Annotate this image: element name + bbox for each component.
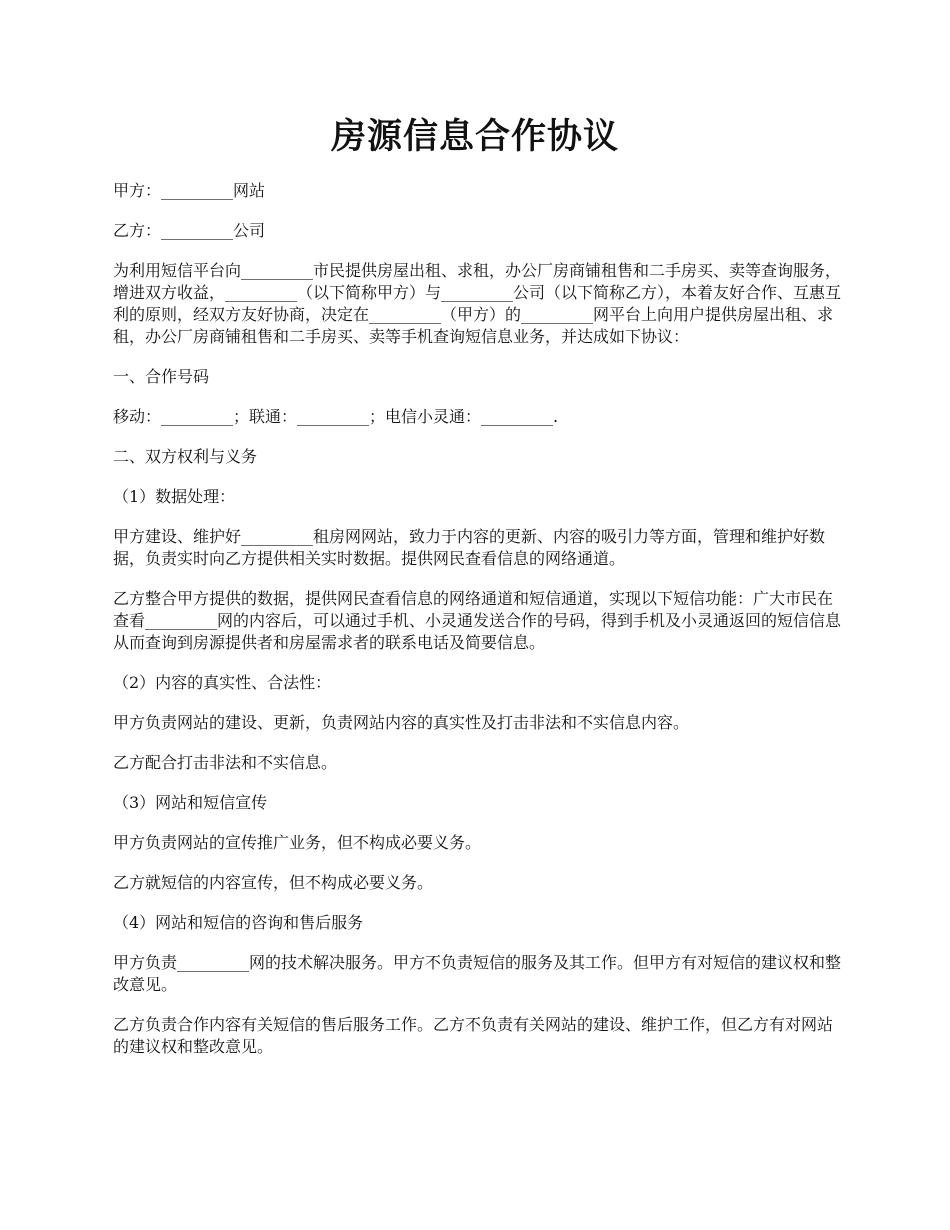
subheading-authenticity: （2）内容的真实性、合法性： — [113, 673, 332, 692]
document-body — [113, 180, 843, 1076]
subheading-consulting-service: （4）网站和短信的咨询和售后服务 — [113, 913, 364, 932]
party-b-line: 乙方：_________公司 — [113, 221, 266, 240]
paragraph-party-a-promotion: 甲方负责网站的宣传推广业务，但不构成必要义务。 — [113, 833, 482, 852]
cooperation-numbers-line: 移动：_________；联通：_________；电信小灵通：_________. — [113, 407, 559, 426]
subheading-promotion: （3）网站和短信宣传 — [113, 793, 268, 812]
paragraph-party-a-data: 甲方建设、维护好_________租房网网站，致力于内容的更新、内容的吸引力等方面，管理和维护好数据，负责实时向乙方提供相关实时数据。提供网民查看信息的网络通道。 — [113, 527, 826, 568]
paragraph-party-b-promotion: 乙方就短信的内容宣传，但不构成必要义务。 — [113, 873, 434, 892]
paragraph-party-b-authenticity: 乙方配合打击非法和不实信息。 — [113, 753, 338, 772]
paragraph-party-a-service: 甲方负责_________网的技术解决服务。甲方不负责短信的服务及其工作。但甲方有对短信的建议权和整改意见。 — [113, 953, 842, 994]
section-heading-cooperation-numbers: 一、合作号码 — [113, 367, 210, 386]
subheading-data-processing: （1）数据处理： — [113, 487, 236, 506]
document-title: 房源信息合作协议 — [330, 116, 619, 157]
preamble-paragraph: 为利用短信平台向_________市民提供房屋出租、求租，办公厂房商铺租售和二手房买、卖等查询服务，增进双方收益，_________（以下简称甲方）与_________公司（以下简称乙方），本着友好合作、互惠互利的原则，经双方友好协商，决定在_________（甲方）的_________网平台上向用户提供房屋出租、求租，办公厂房商铺租售和二手房买、卖等手机查询短信息业务，并达成如下协议： — [113, 261, 842, 346]
section-heading-rights-obligations: 二、双方权利与义务 — [113, 447, 258, 466]
paragraph-party-b-service: 乙方负责合作内容有关短信的售后服务工作。乙方不负责有关网站的建设、维护工作，但乙方有对网站的建议权和整改意见。 — [113, 1015, 834, 1056]
party-a-line: 甲方：_________网站 — [113, 181, 266, 200]
paragraph-party-a-authenticity: 甲方负责网站的建设、更新，负责网站内容的真实性及打击非法和不实信息内容。 — [113, 713, 690, 732]
paragraph-party-b-data: 乙方整合甲方提供的数据，提供网民查看信息的网络通道和短信通道，实现以下短信功能：广大市民在查看_________网的内容后，可以通过手机、小灵通发送合作的号码，得到手机及小灵通返回的短信信息从而查询到房源提供者和房屋需求者的联系电话及简要信息。 — [113, 589, 842, 652]
